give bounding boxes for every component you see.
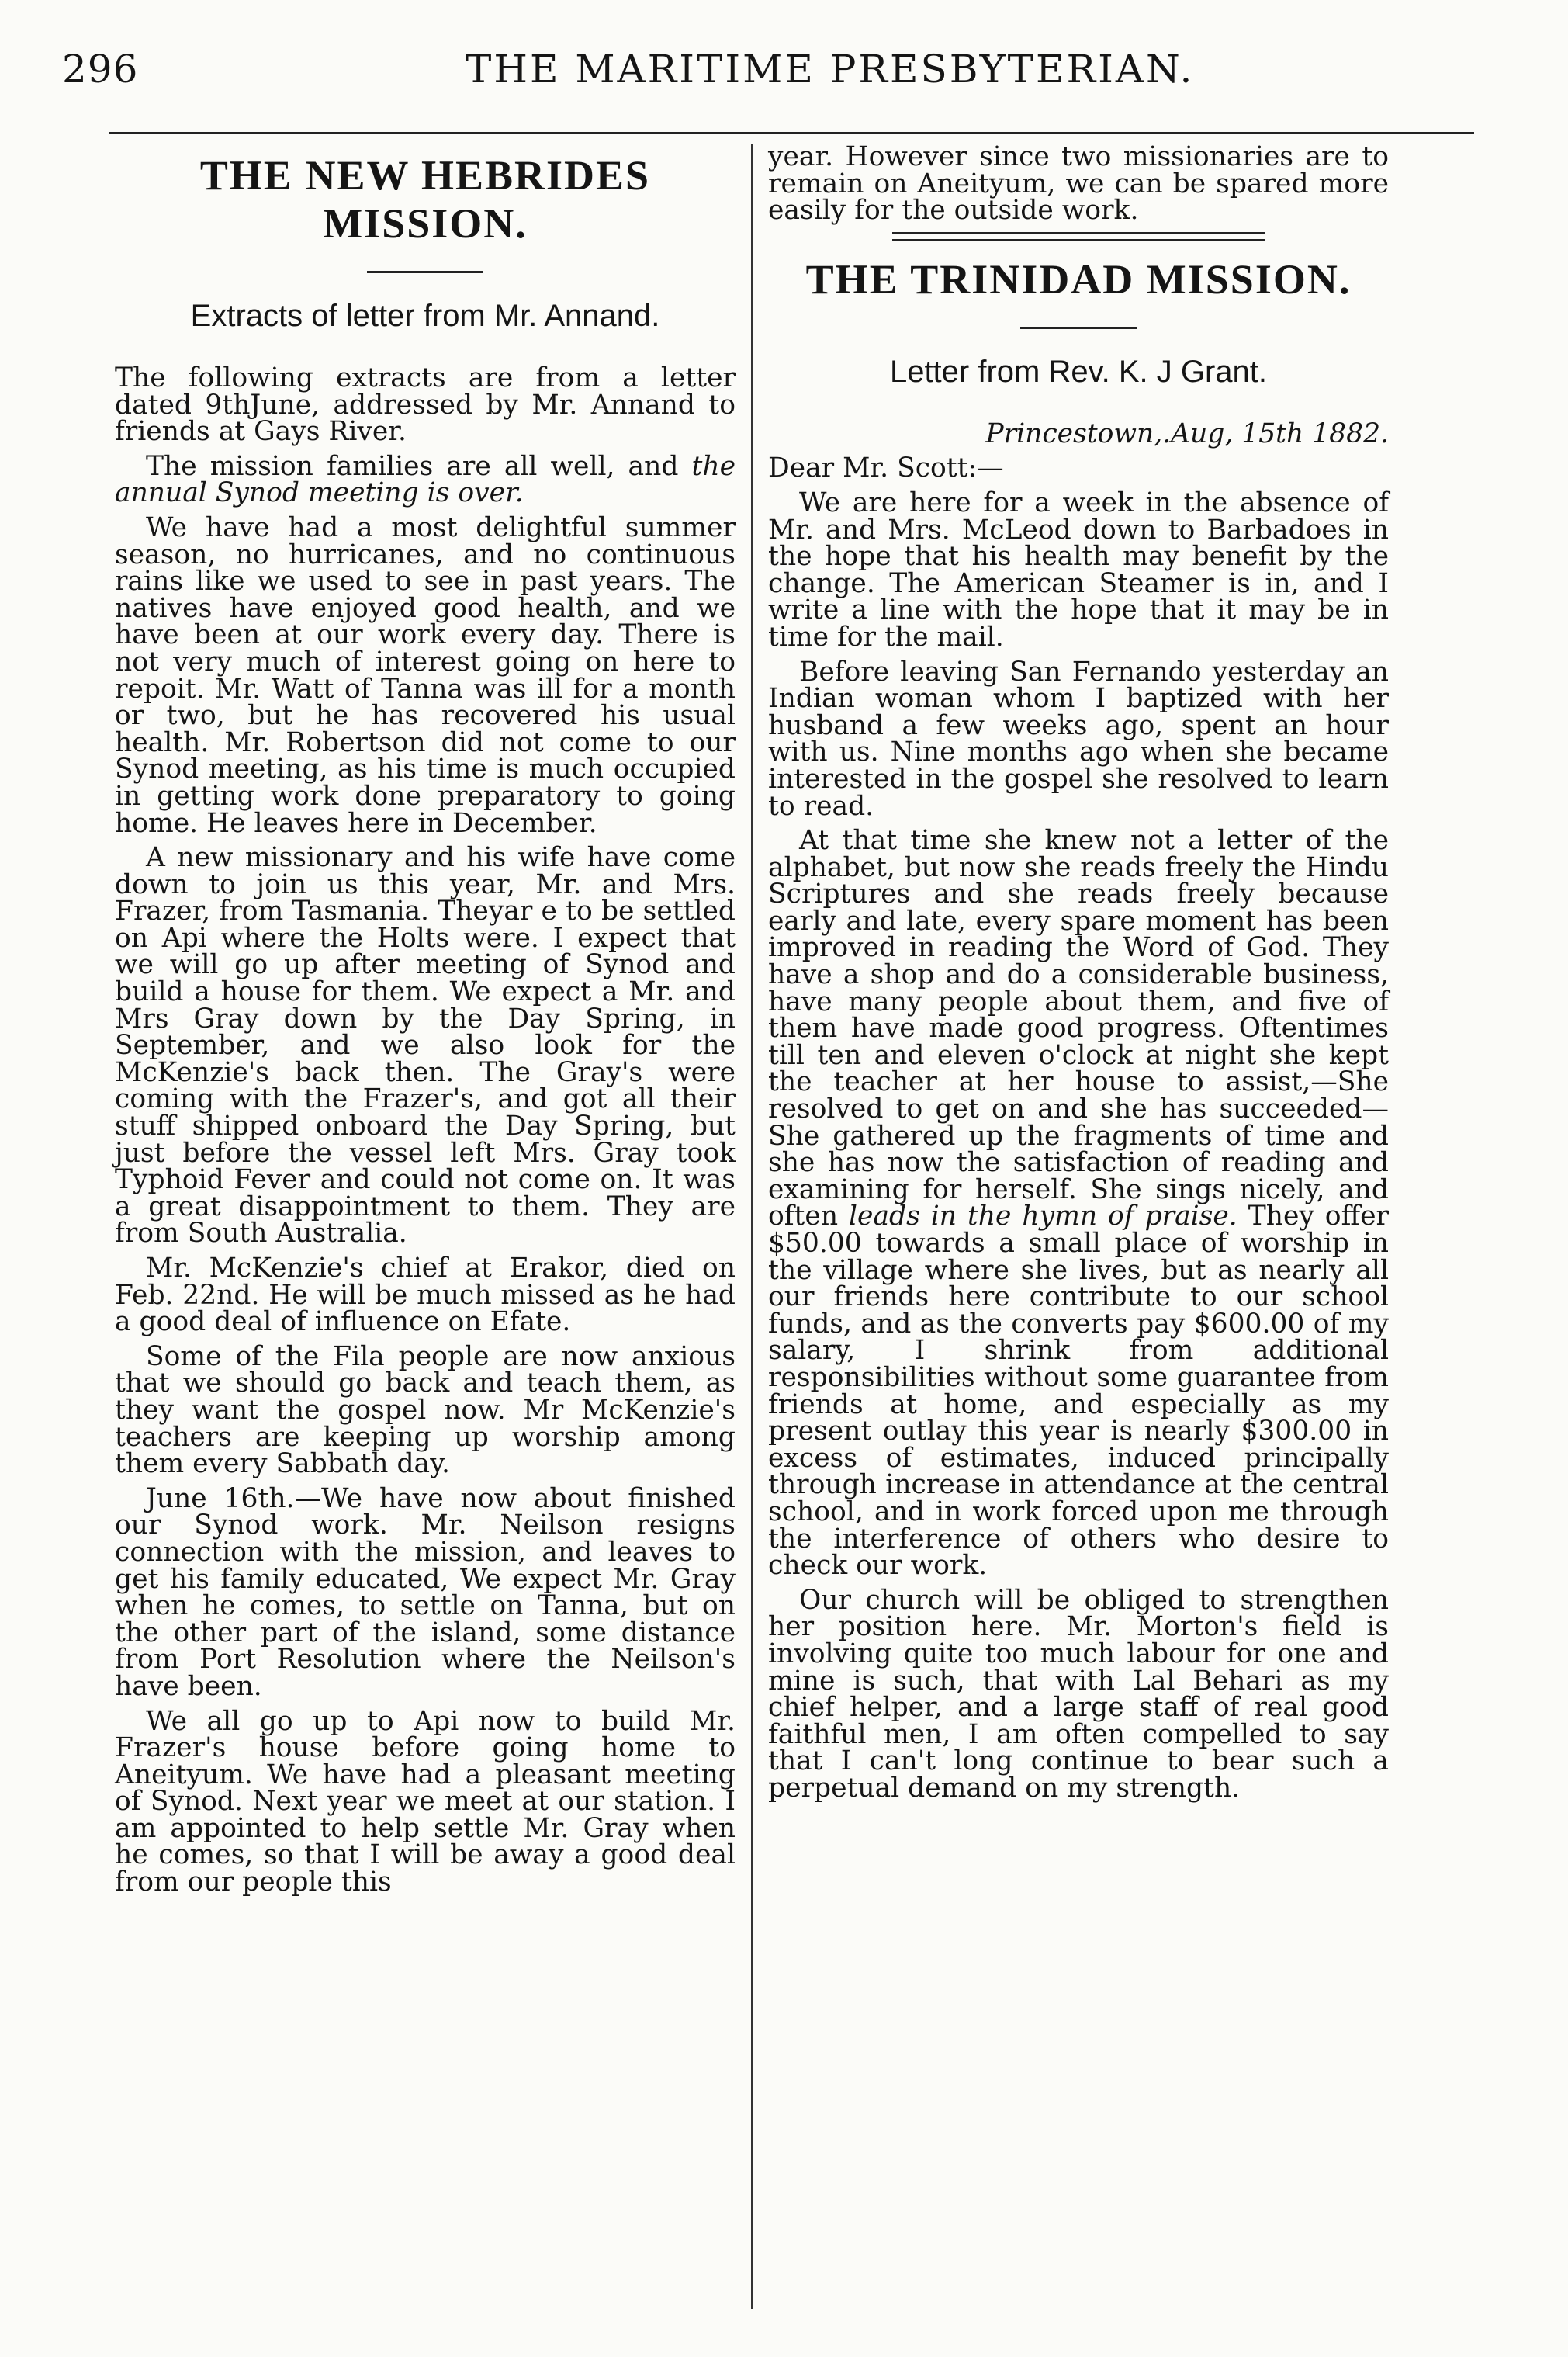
paragraph: The mission families are all well, and the annual Synod meeting is over. bbox=[115, 450, 736, 509]
dateline: Princestown,.Aug, 15th 1882. bbox=[985, 418, 1389, 449]
page-header bbox=[62, 47, 1490, 116]
header-rule bbox=[109, 132, 1474, 134]
paragraph: June 16th.—We have now about finished our Synod work. Mr. Neilson resigns connection with the mission, and leaves to get his family educated, We expect Mr. Gray when he comes, to settle on Tanna, but on the other part of the island, some distance from Port Resolution where the Neilson's have been. bbox=[115, 1482, 736, 1702]
paragraph: A new missionary and his wife have come down to join us this year, Mr. and Mrs. Frazer, from Tasmania. Theyar e to be settled on Api where the Holts were. I expect that we will go up after meeting of Synod and build a house for them. We expect a Mr. and Mrs Gray down by the Day Spring, in September, and we also look for the McKenzie's back then. The Gray's were coming with the Frazer's, and got all their stuff shipped onboard the Day Spring, but just before the vessel left Mrs. Gray took Typhoid Fever and could not come on. It was a great disappointment to them. They are from South Australia. bbox=[115, 842, 736, 1250]
paragraph: Mr. McKenzie's chief at Erakor, died on Feb. 22nd. He will be much missed as he had a good deal of influence on Efate. bbox=[115, 1253, 736, 1338]
paragraph: Before leaving San Fernando yesterday an Indian woman whom I baptized with her husband a few weeks ago, spent an hour with us. Nine months ago when she became interested in the gospel she resolved to learn to read. bbox=[768, 656, 1389, 822]
title-rule bbox=[367, 271, 483, 273]
grant-letter-subhead: Letter from Rev. K. J Grant. bbox=[889, 354, 1268, 389]
paragraph: Some of the Fila people are now anxious that we should go back and teach them, as they want the gospel now. Mr McKenzie's teachers are keeping up worship among them every Sabbath day. bbox=[115, 1340, 736, 1480]
trinidad-title: THE TRINIDAD MISSION. bbox=[805, 255, 1352, 303]
running-title: THE MARITIME PRESBYTERIAN. bbox=[466, 47, 1195, 92]
page-number: 296 bbox=[62, 47, 139, 92]
paragraph: We are here for a week in the absence of Mr. and Mrs. McLeod down to Barbadoes in the hope that his health may benefit by the change. The American Steamer is in, and I write a line with the hope that it may be in time for the mail. bbox=[768, 487, 1389, 653]
new-hebrides-title: THE NEW HEBRIDES MISSION. bbox=[199, 152, 651, 247]
annand-letter-subhead: Extracts of letter from Mr. Annand. bbox=[190, 299, 660, 333]
paragraph: At that time she knew not a letter of the alphabet, but now she reads freely the Hindu Scriptures and she reads freely because early and late, every spare moment has been improved in reading the Word of God. They have a shop and do a considerable business, have many people about them, and five of them have made good progress. Oftentimes till ten and eleven o'clock at night she kept the teacher at her house to assist,—She resolved to get on and she has succeeded—She gathered up the fragments of time and she has now the satisfaction of reading and examining for herself. She sings nicely, and often leads in the hymn of praise. They offer $50.00 towards a small place of worship in the village where she lives, but as nearly all our friends here contribute to our school funds, and as the converts pay $600.00 of my salary, I shrink from additional responsibilities without some guarantee from friends at home, and especially as my present outlay this year is nearly $300.00 in excess of estimates, induced principally through increase in attendance at the central school, and in work forced upon me through the interference of others who desire to check our work. bbox=[768, 825, 1389, 1582]
column-divider bbox=[751, 144, 753, 2309]
salutation: Dear Mr. Scott:— bbox=[768, 452, 1004, 484]
continuation-paragraph: year. However since two missionaries are to remain on Aneityum, we can be spared more easily for the outside work. bbox=[768, 141, 1389, 227]
paragraph: We all go up to Api now to build Mr. Frazer's house before going home to Aneityum. We have had a pleasant meeting of Synod. Next year we meet at our station. I am appointed to help settle Mr. Gray when he comes, so that I will be away a good deal from our people this bbox=[115, 1705, 736, 1898]
right-column bbox=[768, 141, 1389, 1809]
paragraph: We have had a most delightful summer season, no hurricanes, and no continuous rains like we used to see in past years. The natives have enjoyed good health, and we have been at our work every day. There is not very much of interest going on here to repoit. Mr. Watt of Tanna was ill for a month or two, but he has recovered his usual health. Mr. Robertson did not come to our Synod meeting, as his time is much occupied in getting work done preparatory to going home. He leaves here in December. bbox=[115, 511, 736, 839]
section-double-rule bbox=[892, 232, 1265, 241]
intro-paragraph: The following extracts are from a letter dated 9thJune, addressed by Mr. Annand to friends at Gays River. bbox=[115, 362, 736, 448]
paragraph: Our church will be obliged to strengthen her position here. Mr. Morton's field is involving quite too much labour for one and mine is such, that with Lal Behari as my chief helper, and a large staff of real good faithful men, I am often compelled to say that I can't long continue to bear such a perpetual demand on my strength. bbox=[768, 1584, 1389, 1804]
title-rule bbox=[1020, 327, 1137, 329]
left-column bbox=[115, 144, 736, 1904]
